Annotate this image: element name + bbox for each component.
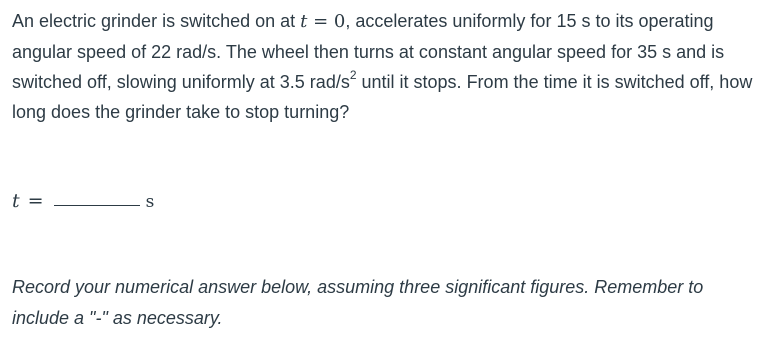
instruction-line-1: Record your numerical answer below, assuming three significant figures. Remember to xyxy=(12,277,704,297)
instruction-text xyxy=(12,272,764,334)
answer-variable: t xyxy=(12,190,20,212)
answer-equals-sign: = xyxy=(27,190,44,212)
question-part-3: until it stops. From the time it is switched off, how long does the grinder take to stop turning? xyxy=(12,72,753,122)
math-equals-zero: = 0 xyxy=(307,11,346,32)
answer-blank xyxy=(54,204,140,206)
question-text xyxy=(12,6,764,127)
exponent-superscript: 2 xyxy=(349,68,357,82)
question-part-2: , accelerates uniformly for 15 s to its operating angular speed of 22 rad/s. The wheel then turns at constant angular speed for 35 s and is switched off, slowing uniformly at 3.5 rad/s xyxy=(12,11,725,92)
answer-unit: s xyxy=(145,192,155,212)
question-part-1: An electric grinder is switched on at xyxy=(12,11,301,31)
answer-row xyxy=(12,182,154,212)
instruction-line-2: include a "-" as necessary. xyxy=(12,308,223,328)
math-variable-t: t xyxy=(300,11,308,32)
